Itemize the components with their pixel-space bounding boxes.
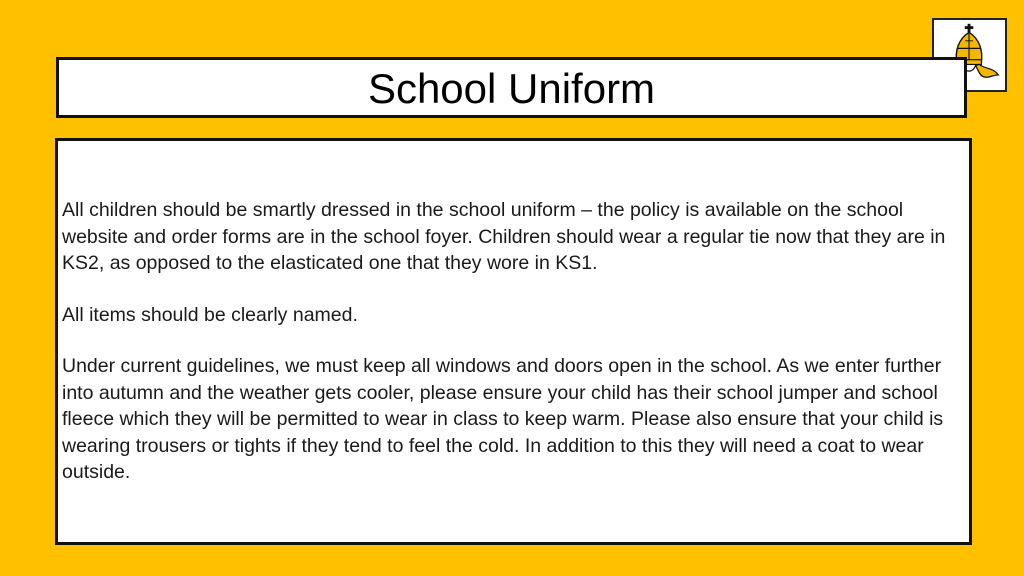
slide-title: School Uniform [367, 64, 656, 112]
paragraph-guidelines: Under current guidelines, we must keep all windows and doors open in the school. As we enter further into autumn and the weather gets cooler, please ensure your child has their school jumper and school fleece which they will be permitted to wear in class to keep warm. Please also ensure that your child is wearing trousers or tights if they tend to feel the cold. In addition to this they will need a coat to wear outside. [62, 355, 944, 483]
paragraph-uniform-policy: All children should be smartly dressed in the school uniform – the policy is available on the school website and order forms are in the school foyer. Children should wear a regular tie now that they are in KS2, as opposed to the elasticated one that they wore in KS1. [62, 199, 946, 274]
paragraph-named-items: All items should be clearly named. [62, 303, 358, 326]
title-banner [56, 57, 967, 118]
content-panel [55, 138, 972, 545]
